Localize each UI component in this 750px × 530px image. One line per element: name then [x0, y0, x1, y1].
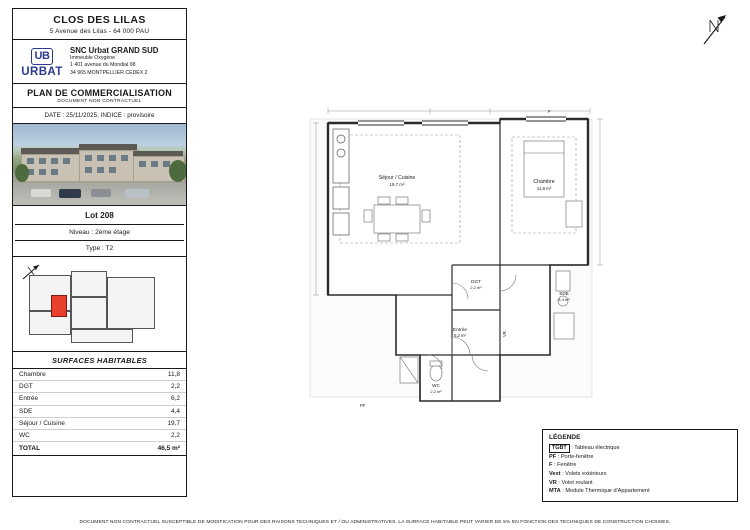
promoter-name: SNC Urbat GRAND SUD — [70, 46, 159, 56]
surface-label: WC — [13, 429, 122, 441]
program-name: CLOS DES LILAS — [53, 14, 146, 26]
legend-abbr-mta: MTA — [549, 488, 561, 495]
left-info-panel — [12, 8, 187, 497]
plan-type-box — [12, 83, 187, 107]
date-box — [12, 107, 187, 123]
legend-item-tgbt — [549, 444, 731, 453]
surface-value: 4,4 — [122, 405, 187, 417]
surfaces-total-value: 46,5 m² — [122, 442, 187, 455]
lot-type: Type : T2 — [15, 240, 184, 252]
plan-title: PLAN DE COMMERCIALISATION — [27, 88, 172, 98]
legend-abbr-vext: Vext — [549, 471, 561, 478]
urbat-logo-text: URBAT — [21, 65, 63, 78]
legend-item-vext — [549, 470, 731, 479]
legend-item-pf — [549, 453, 731, 462]
room-label-chambre: Chambre — [533, 179, 555, 185]
surface-value: 2,2 — [122, 429, 187, 441]
legend-text-vext: : Volets extérieurs — [562, 471, 607, 478]
promoter-details — [68, 46, 183, 76]
room-label-wc: WC — [432, 383, 440, 388]
table-row-total — [13, 442, 186, 455]
surface-value: 19,7 — [122, 417, 187, 429]
legend-text-pf: : Porte-fenêtre — [557, 453, 594, 460]
table-row — [13, 381, 186, 393]
legend-text-mta: : Module Thermique d'Appartement — [562, 488, 650, 495]
legend-item-mta — [549, 487, 731, 496]
room-area-wc: 2,2 m² — [430, 389, 442, 394]
surfaces-total-label: TOTAL — [13, 442, 122, 455]
surface-value: 11,8 — [122, 369, 187, 381]
legend-abbr-f: F — [549, 462, 553, 469]
surface-value: 6,2 — [122, 393, 187, 405]
promoter-line-3: 34 965 MONTPELLIER CEDEX 2 — [70, 69, 148, 76]
key-plan-unit-highlight — [51, 295, 67, 317]
urbat-logo — [16, 46, 68, 78]
room-area-dgt: 2,2 m² — [470, 285, 482, 290]
room-label-entree: Entrée — [452, 328, 468, 333]
urbat-logo-mark: UB — [31, 48, 54, 65]
promoter-line-2: 1 401 avenue du Mondial 98 — [70, 62, 136, 69]
project-photo — [12, 123, 187, 205]
date-text: DATE : 25/11/2025, INDICE : provisoire — [44, 112, 155, 119]
footer-disclaimer: DOCUMENT NON CONTRACTUEL SUSCEPTIBLE DE MODIFICATION POUR DES RAISONS TECHNIQUES ET / OU ADMINISTRATIVES. LA SURFACE HABITABLE PEUT VARIER DE 5% EN FONCTION DES TECHNIQUES DE CONSTRUCTION CHOISIES. — [79, 520, 671, 525]
surface-value: 2,2 — [122, 381, 187, 393]
key-plan-diagram — [27, 271, 157, 343]
room-area-entree: 6,2 m² — [454, 333, 466, 338]
surface-label: Chambre — [13, 369, 122, 381]
surfaces-table — [13, 369, 186, 455]
legend-box — [542, 429, 738, 502]
north-arrow-icon — [698, 10, 732, 50]
legend-text-f: : Fenêtre — [553, 462, 577, 469]
promoter-line-1: Immeuble Oxygène — [70, 55, 115, 62]
notes-box — [12, 455, 187, 497]
legend-abbr-tgbt: TGBT — [549, 444, 570, 453]
program-title-box — [12, 8, 187, 39]
table-row — [13, 405, 186, 417]
legend-text-vr: : Volet roulant — [558, 479, 593, 486]
key-plan-box — [12, 256, 187, 351]
room-label-sde: SDE — [559, 291, 569, 296]
surfaces-box — [12, 351, 187, 455]
room-label-dgt: DGT — [471, 279, 481, 284]
legend-item-vr — [549, 479, 731, 488]
plan-marker-pf: PF — [360, 403, 366, 408]
promoter-box — [12, 39, 187, 83]
table-row — [13, 393, 186, 405]
table-row — [13, 369, 186, 381]
floorplan-drawing — [300, 105, 620, 415]
room-label-sejour: Séjour / Cuisine — [378, 175, 416, 181]
surface-label: Séjour / Cuisine — [13, 417, 122, 429]
surface-label: Entrée — [13, 393, 122, 405]
lot-box — [12, 205, 187, 256]
program-address: 5 Avenue des Lilas - 64 000 PAU — [49, 28, 150, 35]
surface-label: SDE — [13, 405, 122, 417]
project-photo-image — [13, 124, 186, 205]
plan-subtitle: DOCUMENT NON CONTRACTUEL — [57, 99, 142, 104]
table-row — [13, 429, 186, 441]
plan-marker-vr: VR — [502, 331, 507, 337]
legend-abbr-vr: VR — [549, 479, 557, 486]
table-row — [13, 417, 186, 429]
lot-number: Lot 208 — [85, 211, 114, 220]
legend-item-f — [549, 461, 731, 470]
surface-label: DGT — [13, 381, 122, 393]
surfaces-title: SURFACES HABITABLES — [13, 352, 186, 369]
floorplan-svg — [300, 105, 620, 415]
room-area-sde: 4,4 m² — [558, 297, 570, 302]
lot-level: Niveau : 2ème étage — [15, 224, 184, 236]
plan-marker-f: F — [548, 109, 551, 114]
room-area-chambre: 11,8 m² — [536, 186, 552, 191]
legend-text-tgbt: : Tableau électrique — [571, 444, 620, 451]
room-area-sejour: 19,7 m² — [389, 182, 405, 187]
legend-title: LÉGENDE — [549, 433, 581, 441]
legend-abbr-pf: PF — [549, 453, 557, 460]
